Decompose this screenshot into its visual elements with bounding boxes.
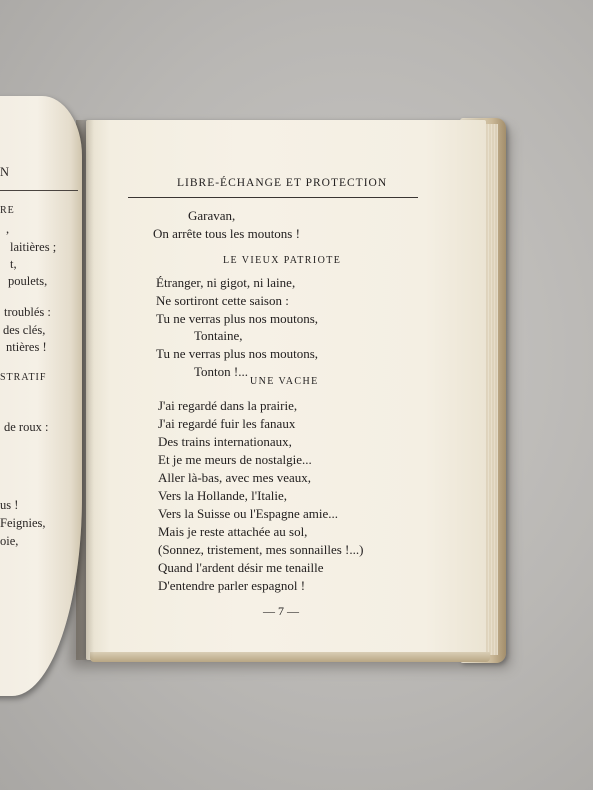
- left-fragment: N: [0, 165, 10, 179]
- left-fragment: t,: [10, 257, 17, 271]
- verse-line: Tonton !...: [194, 364, 248, 379]
- left-page: [0, 96, 82, 696]
- verse-line: Étranger, ni gigot, ni laine,: [156, 275, 296, 290]
- verse-line: D'entendre parler espagnol !: [158, 578, 306, 593]
- verse-line: Ne sortiront cette saison :: [156, 293, 289, 308]
- left-fragment: ,: [6, 222, 10, 236]
- verse-line: Quand l'ardent désir me tenaille: [158, 560, 324, 575]
- left-fragment: troublés :: [4, 305, 51, 319]
- verse-line: On arrête tous les moutons !: [153, 226, 300, 241]
- left-fragment: us !: [0, 498, 19, 512]
- verse-line: Mais je reste attachée au sol,: [158, 524, 308, 539]
- verse-line: Vers la Suisse ou l'Espagne amie...: [158, 506, 338, 521]
- verse-line: J'ai regardé dans la prairie,: [158, 398, 298, 413]
- verse-line: Aller là-bas, avec mes veaux,: [158, 470, 312, 485]
- header-rule: [128, 197, 418, 198]
- verse-line: Tu ne verras plus nos moutons,: [156, 346, 319, 361]
- verse-line: Tontaine,: [194, 328, 243, 343]
- verse-line: Des trains internationaux,: [158, 434, 292, 449]
- left-fragment: Feignies,: [0, 516, 46, 530]
- verse-line: Vers la Hollande, l'Italie,: [158, 488, 288, 503]
- running-header: LIBRE-ÉCHANGE ET PROTECTION: [177, 177, 388, 189]
- verse-line: (Sonnez, tristement, mes sonnailles !...): [158, 542, 364, 557]
- verse-line: Tu ne verras plus nos moutons,: [156, 311, 319, 326]
- left-fragment: laitières ;: [10, 240, 57, 254]
- left-fragment: oie,: [0, 534, 19, 548]
- poem-title: LE VIEUX PATRIOTE: [223, 255, 342, 266]
- verse-line: J'ai regardé fuir les fanaux: [158, 416, 296, 431]
- left-fragment: STRATIF: [0, 372, 47, 383]
- left-header-rule: [0, 190, 78, 191]
- left-fragment: poulets,: [8, 274, 48, 288]
- left-fragment: RE: [0, 205, 15, 216]
- verse-line: Garavan,: [188, 208, 236, 223]
- page-number: — 7 —: [263, 604, 299, 618]
- left-fragment: des clés,: [3, 323, 46, 337]
- left-fragment: ntières !: [6, 340, 47, 354]
- verse-line: Et je me meurs de nostalgie...: [158, 452, 312, 467]
- book-bottom-rim: [90, 652, 490, 662]
- poem-title: UNE VACHE: [250, 376, 319, 387]
- left-fragment: de roux :: [4, 420, 49, 434]
